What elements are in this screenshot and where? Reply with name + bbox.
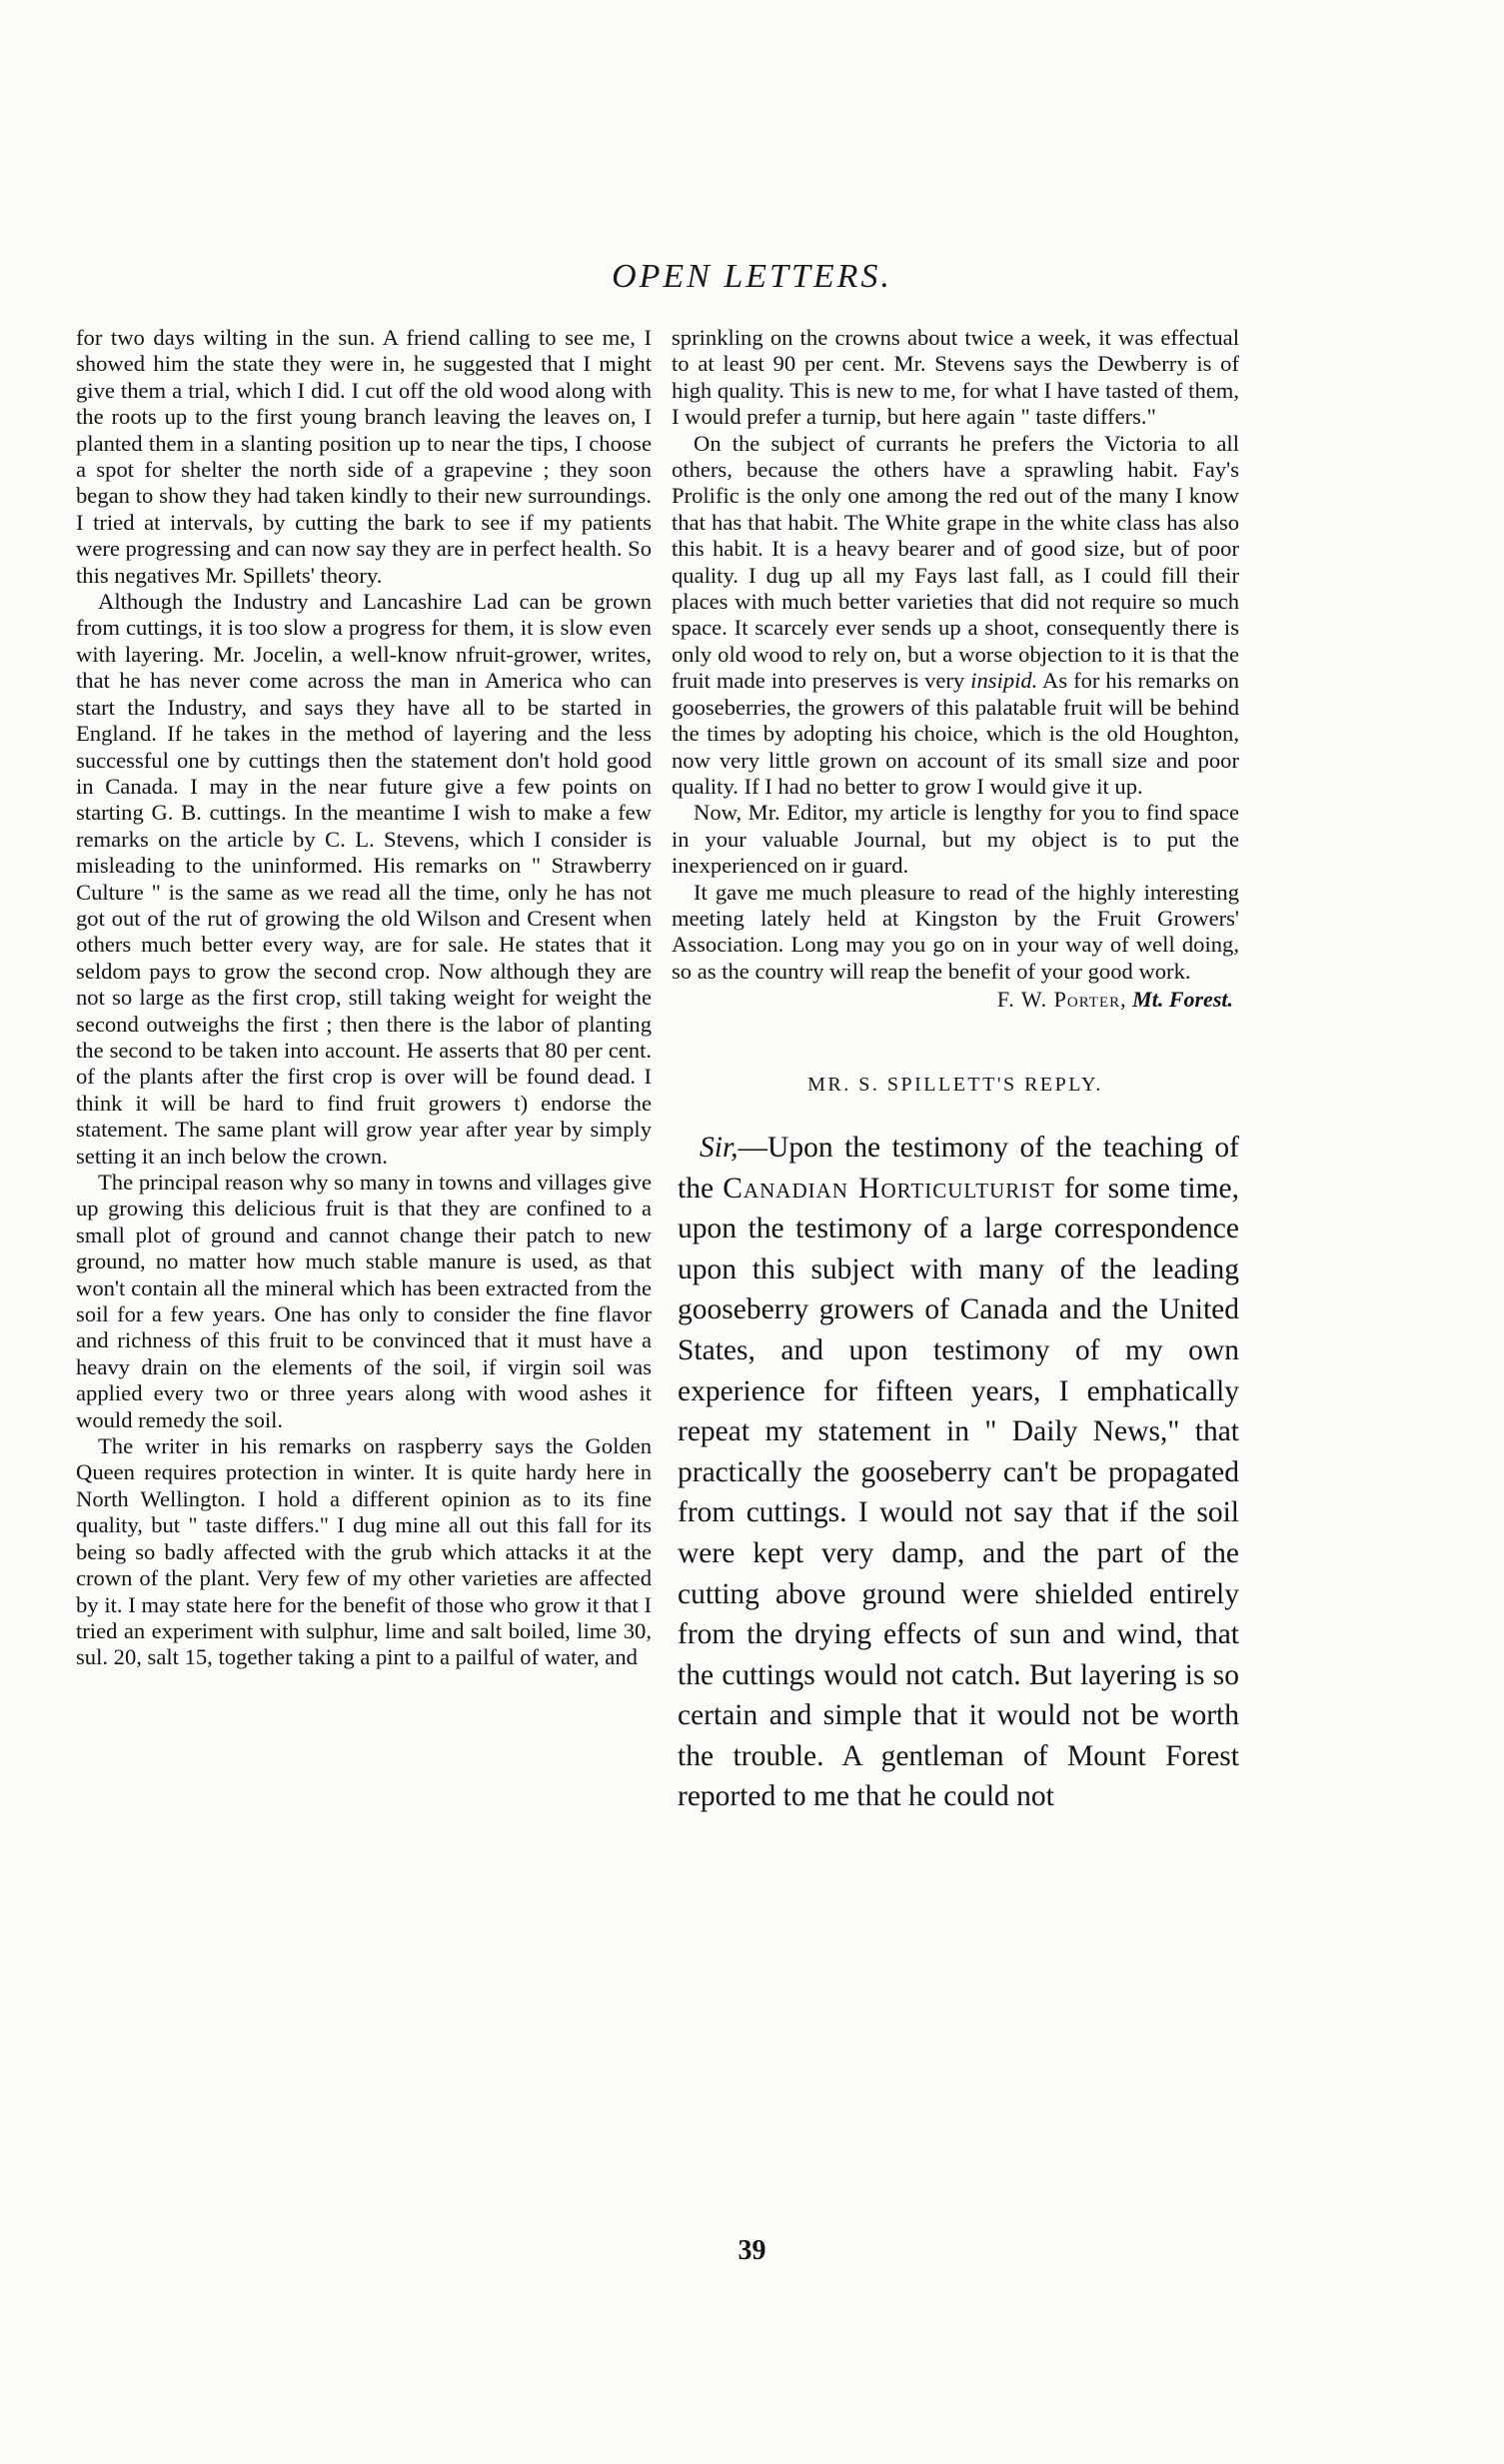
signature-place: Mt. Forest. bbox=[1132, 987, 1233, 1013]
journal-name: Canadian Horticulturist bbox=[723, 1172, 1055, 1205]
paragraph: sprinkling on the crowns about twice a week, it was effectual to at least 90 per cent. Mr. Stevens says the Dewberry is of high quality. This is new to me, for what I have tasted of them, I would prefer a turnip, but here again " taste differs." bbox=[672, 325, 1239, 430]
letter-signature bbox=[672, 987, 1233, 1013]
left-column bbox=[76, 325, 652, 1671]
salutation: Sir, bbox=[700, 1131, 739, 1164]
signature-name: F. W. Porter, bbox=[996, 987, 1127, 1013]
paragraph-text: As for his remarks on gooseberries, the growers of this palatable fruit will be behind the times by adopting his choice, which is the old Houghton, now very little grown on account of its small size and poor quality. If I had no better to grow I would give it up. bbox=[672, 668, 1239, 799]
reply-paragraph bbox=[672, 1128, 1239, 1817]
reply-text: for some time, upon the testimony of a large correspondence upon this subject with many of the leading gooseberry growers of Canada and the United States, and upon testimony of my own experience for fifteen years, I emphatically repeat my statement in " Daily News," that practically the gooseberry can't be propagated from cuttings. I would not say that if the soil were kept very damp, and the part of the cutting above ground were shielded entirely from the drying effects of sun and wind, that the cuttings would not catch. But layering is so certain and simple that it would not be worth the trouble. A gentleman of Mount Forest reported to me that he could not bbox=[678, 1172, 1239, 1813]
paragraph: Although the Industry and Lancashire Lad can be grown from cuttings, it is too slow a progress for them, it is slow even with layering. Mr. Jocelin, a well-know nfruit-grower, writes, that he has never come across the man in America who can start the Industry, and says they have all to be started in England. If he takes in the method of layering and the less successful one by cuttings then the statement don't hold good in Canada. I may in the near future give a few points on starting G. B. cuttings. In the meantime I wish to make a few remarks on the article by C. L. Stevens, which I consider is misleading to the uninformed. His remarks on " Strawberry Culture " is the same as we read all the time, only he has not got out of the rut of growing the old Wilson and Cresent when others much better every way, are for sale. He states that it seldom pays to grow the second crop. Now although they are not so large as the first crop, still taking weight for weight the second outweighs the first ; then there is the labor of planting the second to be taken into account. He asserts that 80 per cent. of the plants after the first crop is over will be found dead. I think it will be hard to find fruit growers t) endorse the statement. The same plant will grow year after year by simply setting it an inch below the crown. bbox=[76, 589, 652, 1169]
paragraph: for two days wilting in the sun. A friend calling to see me, I showed him the state they were in, he suggested that I might give them a trial, which I did. I cut off the old wood along with the roots up to the first young branch leaving the leaves on, I planted them in a slanting position up to near the tips, I choose a spot for shelter the north side of a grapevine ; they soon began to show they had taken kindly to their new surroundings. I tried at intervals, by cutting the bark to see if my patients were progressing and can now say they are in perfect health. So this negatives Mr. Spillets' theory. bbox=[76, 325, 652, 588]
page-title: OPEN LETTERS. bbox=[612, 258, 892, 295]
italic-word: insipid. bbox=[970, 668, 1038, 694]
paragraph: It gave me much pleasure to read of the highly interesting meeting lately held at Kingston by the Fruit Growers' Association. Long may you go on in your way of well doing, so as the country will reap the benefit of your good work. bbox=[672, 879, 1239, 984]
paragraph-currants bbox=[672, 431, 1239, 801]
reply-heading: MR. S. SPILLETT'S REPLY. bbox=[807, 1073, 1103, 1096]
page-number: 39 bbox=[738, 2235, 766, 2266]
paragraph-text: On the subject of currants he prefers the Victoria to all others, because the others have a sprawling habit. Fay's Prolific is the only one among the red out of the many I know that has that habit. The White grape in the white class has also this habit. It is a heavy bearer and of good size, but of poor quality. I dug up all my Fays last fall, as I could fill their places with much better varieties that did not require so much space. It scarcely ever sends up a shoot, consequently there is only old wood to rely on, but a worse objection to it is that the fruit made into preserves is very bbox=[672, 430, 1239, 694]
right-column bbox=[672, 325, 1239, 1817]
reply-text: —Upon the testimony of the teaching of the bbox=[678, 1131, 1239, 1205]
paragraph: Now, Mr. Editor, my article is lengthy for you to find space in your valuable Journal, but my object is to put the inexperienced on ir guard. bbox=[672, 800, 1239, 879]
paragraph: The writer in his remarks on raspberry says the Golden Queen requires protection in winter. It is quite hardy here in North Wellington. I hold a different opinion as to its fine quality, but " taste differs." I dug mine all out this fall for its being so badly affected with the grub which attacks it at the crown of the plant. Very few of my other varieties are affected by it. I may state here for the benefit of those who grow it that I tried an experiment with sulphur, lime and salt boiled, lime 30, sul. 20, salt 15, together taking a pint to a pailful of water, and bbox=[76, 1433, 652, 1670]
paragraph: The principal reason why so many in towns and villages give up growing this delicious fruit is that they are confined to a small plot of ground and cannot change their patch to new ground, no matter how much stable manure is used, as that won't contain all the mineral which has been extracted from the soil for a few years. One has only to consider the fine flavor and richness of this fruit to be convinced that it must have a heavy drain on the elements of the soil, if virgin soil was applied every two or three years along with wood ashes it would remedy the soil. bbox=[76, 1170, 652, 1432]
